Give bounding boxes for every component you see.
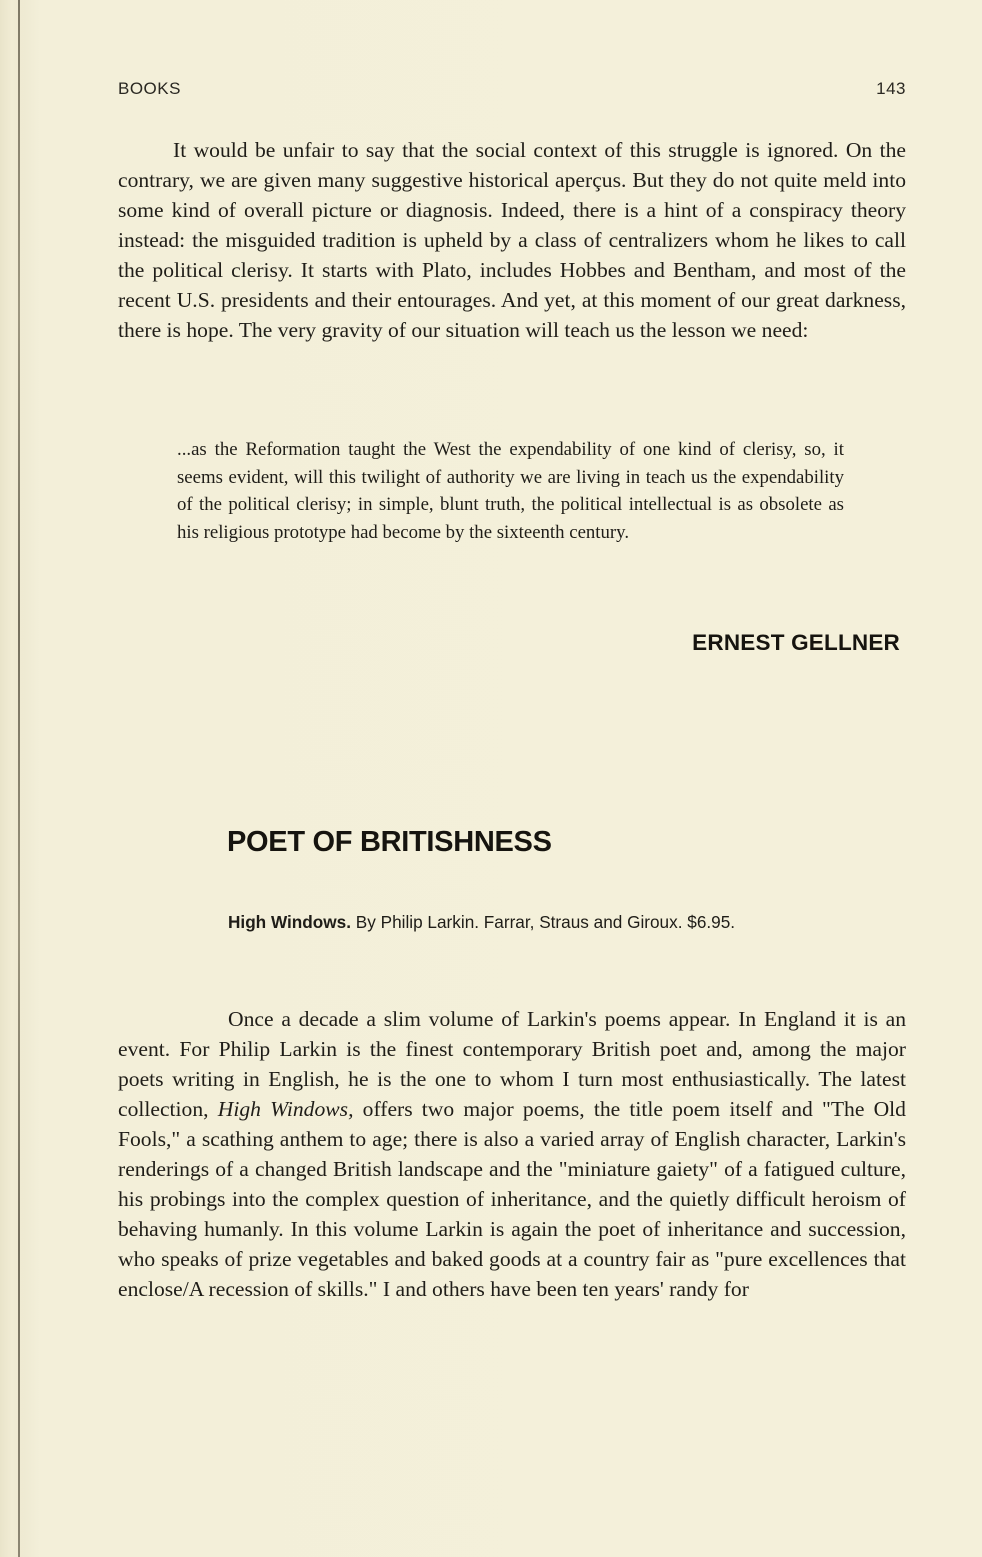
reviewer-signature: ERNEST GELLNER (692, 630, 900, 655)
paragraph-text-end: offers two major poems, the title poem itself and "The Old Fools," a scathing anthem to age; there is also a varied array of English character, Larkin's renderings of a changed British landscape and the "miniature gaiety" of a fatigued culture, his probings into the complex question of inheritance, and the quietly difficult heroism of behaving humanly. In this volume Larkin is again the poet of inheritance and succession, who speaks of prize vegetables and baked goods at a country fair as "pure excellences that enclose/A recession of skills." I and others have been ten years' randy for (118, 1097, 906, 1301)
book-title: High Windows. (228, 912, 352, 932)
paragraph-text-start: Once a decade a slim volume of Larkin's poems appear. In England it is an event. For Philip Larkin is the finest contemporary British poet and, among the major poets writing in English, he is the one to whom I turn most enthusiastically. The latest collection, (118, 1007, 906, 1121)
italic-book-title: High Windows, (217, 1097, 354, 1121)
binding-shadow-line (18, 0, 20, 1557)
book-details: By Philip Larkin. Farrar, Straus and Giroux. $6.95. (351, 912, 736, 932)
block-quote: ...as the Reformation taught the West the expendability of one kind of clerisy, so, it seems evident, will this twilight of authority we are living in teach us the expendability of the political clerisy; in simple, blunt truth, the political intellectual is as obsolete as his religious prototype had become by the sixteenth century. (177, 439, 844, 543)
book-citation (228, 912, 735, 933)
review-title: POET OF BRITISHNESS (227, 826, 552, 858)
page-binding-edge (0, 0, 26, 1557)
section-label: BOOKS (118, 79, 181, 98)
review-paragraph: It would be unfair to say that the social context of this struggle is ignored. On the contrary, we are given many suggestive historical aperçus. But they do not quite meld into some kind of overall picture or diagnosis. Indeed, there is a hint of a conspiracy theory instead: the misguided tradition is upheld by a class of centralizers whom he likes to call the political clerisy. It starts with Plato, includes Hobbes and Bentham, and most of the recent U.S. presidents and their entourages. And yet, at this moment of our great darkness, there is hope. The very gravity of our situation will teach us the lesson we need: (118, 138, 906, 342)
page-number: 143 (876, 79, 906, 98)
review-opening-paragraph (118, 1004, 906, 1304)
